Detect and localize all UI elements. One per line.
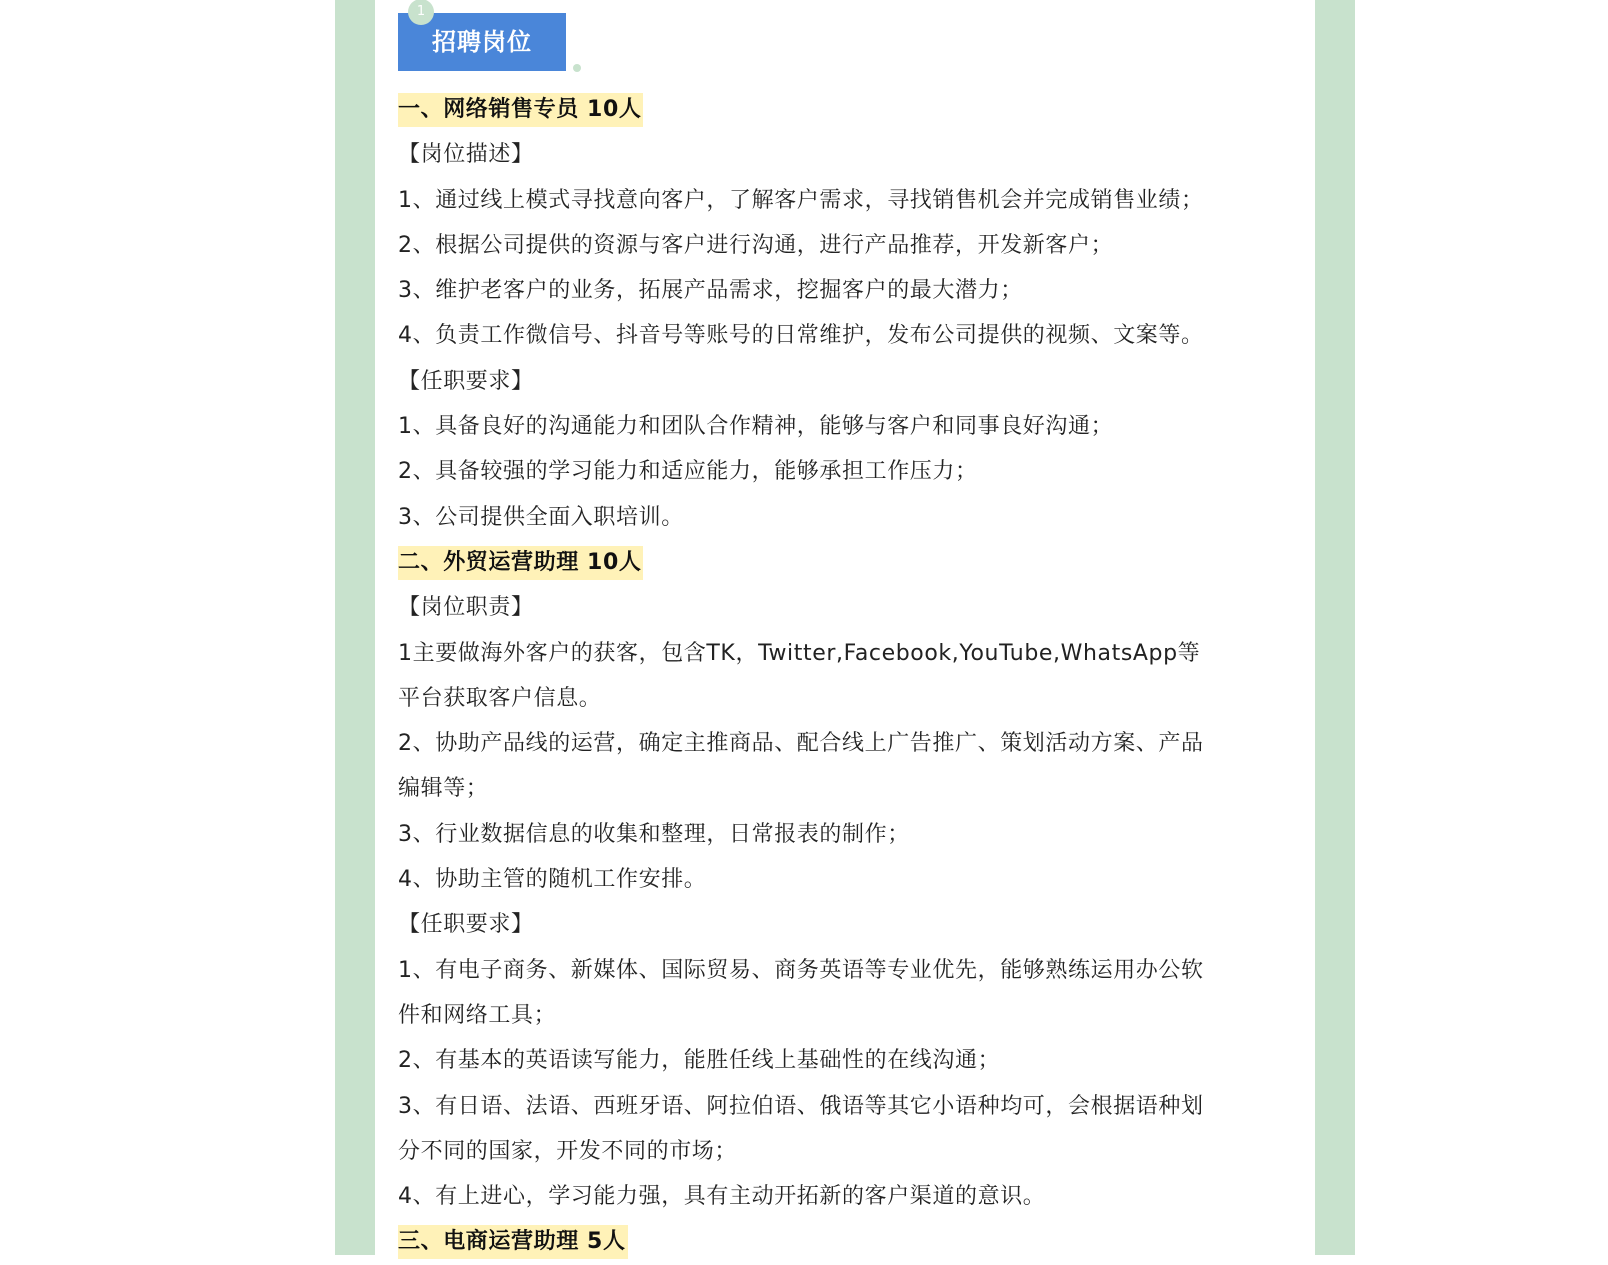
text-line: 2、根据公司提供的资源与客户进行沟通，进行产品推荐，开发新客户；	[398, 232, 1114, 258]
text-line: 1主要做海外客户的获客，包含TK，Twitter,Facebook,YouTube,WhatsApp等	[398, 640, 1201, 666]
text-line: 4、有上进心，学习能力强，具有主动开拓新的客户渠道的意识。	[398, 1184, 1046, 1210]
job-heading-text: 三、电商运营助理 5人	[398, 1225, 628, 1259]
section-number-circle: 1	[408, 0, 434, 25]
text-line: 2、具备较强的学习能力和适应能力，能够承担工作压力；	[398, 459, 978, 485]
text-line: 1、有电子商务、新媒体、国际贸易、商务英语等专业优先，能够熟练运用办公软	[398, 957, 1204, 983]
text-line: 件和网络工具；	[398, 1002, 557, 1028]
text-line: 分不同的国家，开发不同的市场；	[398, 1138, 738, 1164]
job-description-text	[398, 87, 1298, 1265]
text-line: 1、通过线上模式寻找意向客户，了解客户需求，寻找销售机会并完成销售业绩；	[398, 187, 1204, 213]
text-line: 1、具备良好的沟通能力和团队合作精神，能够与客户和同事良好沟通；	[398, 414, 1114, 440]
text-line: 编辑等；	[398, 776, 489, 802]
text-line: 2、协助产品线的运营，确定主推商品、配合线上广告推广、策划活动方案、产品	[398, 731, 1204, 757]
section-title: 招聘岗位	[398, 13, 566, 71]
decorative-dot	[573, 64, 581, 72]
section-badge	[398, 4, 568, 71]
job-heading	[398, 540, 1298, 585]
job-heading-text: 二、外贸运营助理 10人	[398, 546, 643, 580]
text-line: 【任职要求】	[398, 912, 534, 938]
text-line: 3、公司提供全面入职培训。	[398, 504, 684, 530]
text-line: 3、行业数据信息的收集和整理，日常报表的制作；	[398, 821, 910, 847]
text-line: 【任职要求】	[398, 368, 534, 394]
text-line: 【岗位描述】	[398, 142, 534, 168]
job-heading	[398, 87, 1298, 132]
job-heading-text: 一、网络销售专员 10人	[398, 93, 643, 127]
job-heading	[398, 1219, 1298, 1264]
text-line: 【岗位职责】	[398, 595, 534, 621]
text-line: 4、协助主管的随机工作安排。	[398, 867, 707, 893]
text-line: 平台获取客户信息。	[398, 685, 602, 711]
text-line: 4、负责工作微信号、抖音号等账号的日常维护，发布公司提供的视频、文案等。	[398, 323, 1204, 349]
text-line: 3、维护老客户的业务，拓展产品需求，挖掘客户的最大潜力；	[398, 278, 1023, 304]
text-line: 3、有日语、法语、西班牙语、阿拉伯语、俄语等其它小语种均可，会根据语种划	[398, 1093, 1204, 1119]
text-line: 2、有基本的英语读写能力，能胜任线上基础性的在线沟通；	[398, 1048, 1001, 1074]
